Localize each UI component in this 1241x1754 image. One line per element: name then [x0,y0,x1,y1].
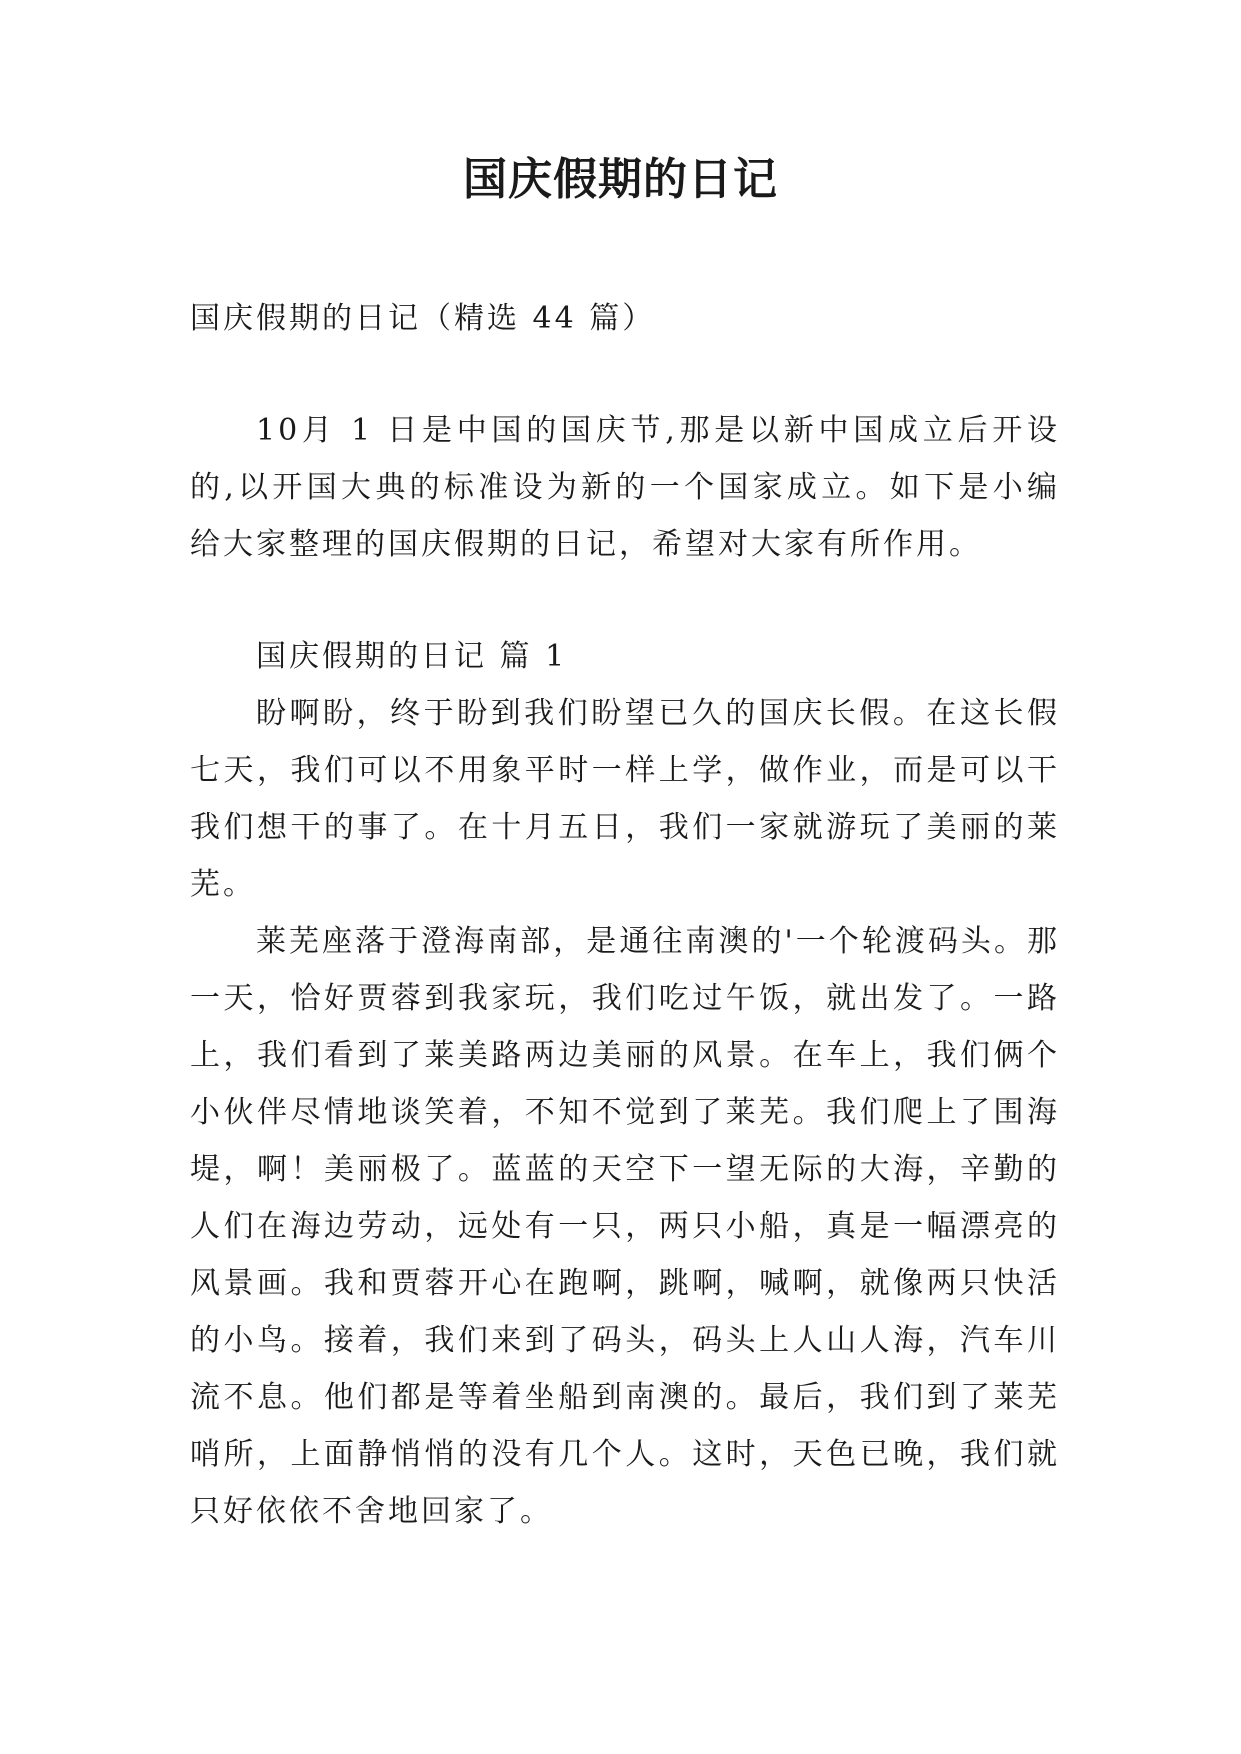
document-subtitle: 国庆假期的日记（精选 44 篇） [190,301,656,336]
body-paragraph-1: 盼啊盼，终于盼到我们盼望已久的国庆长假。在这长假七天，我们可以不用象平时一样上学，做作业，而是可以干我们想干的事了。在十月五日，我们一家就游玩了美丽的莱芜。 [190,696,1060,902]
section-heading: 国庆假期的日记 篇 1 [256,639,568,674]
document-body [190,290,1060,1540]
intro-paragraph: 10月 1 日是中国的国庆节,那是以新中国成立后开设的,以开国大典的标准设为新的一个国家成立。如下是小编给大家整理的国庆假期的日记，希望对大家有所作用。 [190,413,1060,562]
document-title: 国庆假期的日记 [463,154,778,205]
body-paragraph-2: 莱芜座落于澄海南部，是通往南澳的'一个轮渡码头。那一天，恰好贾蓉到我家玩，我们吃过午饭，就出发了。一路上，我们看到了莱美路两边美丽的风景。在车上，我们俩个小伙伴尽情地谈笑着，不知不觉到了莱芜。我们爬上了围海堤，啊！美丽极了。蓝蓝的天空下一望无际的大海，辛勤的人们在海边劳动，远处有一只，两只小船，真是一幅漂亮的风景画。我和贾蓉开心在跑啊，跳啊，喊啊，就像两只快活的小鸟。接着，我们来到了码头，码头上人山人海，汽车川流不息。他们都是等着坐船到南澳的。最后，我们到了莱芜哨所，上面静悄悄的没有几个人。这时，天色已晚，我们就只好依依不舍地回家了。 [190,924,1060,1529]
